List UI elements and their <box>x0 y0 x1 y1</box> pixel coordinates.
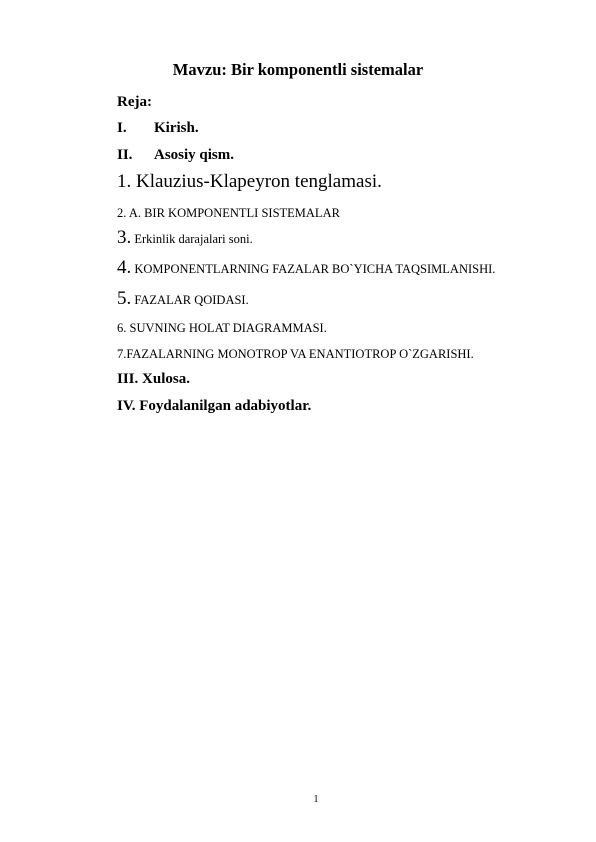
section-numeral: III. <box>117 371 139 387</box>
section-text: Xulosa. <box>142 371 190 387</box>
list-item <box>117 318 327 338</box>
item-text: SUVNING HOLAT DIAGRAMMASI. <box>129 321 327 335</box>
item-number: 5. <box>117 288 132 309</box>
section-conclusion <box>117 369 190 389</box>
list-item <box>117 203 340 223</box>
item-text: Klauzius-Klapeyron tenglamasi. <box>136 171 382 192</box>
section-numeral: IV. <box>117 398 136 414</box>
list-item <box>117 344 474 364</box>
section-numeral: I. <box>117 120 127 136</box>
item-text: FAZALAR QOIDASI. <box>134 293 249 307</box>
list-item <box>117 228 253 249</box>
list-item <box>117 258 495 279</box>
item-number: 1. <box>117 171 132 192</box>
section-main <box>117 145 234 165</box>
document-title: Mavzu: Bir komponentli sistemalar <box>172 60 424 79</box>
item-number: 6. <box>117 321 127 335</box>
plan-label: Reja: <box>117 94 152 110</box>
section-text: Kirish. <box>154 120 199 136</box>
section-text: Asosiy qism. <box>154 147 235 163</box>
list-item <box>117 172 382 192</box>
item-number: 2. <box>117 206 127 220</box>
item-text: KOMPONENTLARNING FAZALAR BO`YICHA TAQSIMLANISHI. <box>134 262 496 276</box>
item-number: 7. <box>117 347 127 361</box>
list-item <box>117 289 249 310</box>
item-text: A. BIR KOMPONENTLI SISTEMALAR <box>128 206 340 220</box>
section-intro <box>117 118 199 138</box>
section-text: Foydalanilgan adabiyotlar. <box>139 398 312 414</box>
item-number: 4. <box>117 257 132 278</box>
section-numeral: II. <box>117 147 133 163</box>
item-number: 3. <box>117 227 132 248</box>
item-text: Erkinlik darajalari soni. <box>134 232 253 246</box>
section-references <box>117 396 311 416</box>
page-number: 1 <box>313 794 319 805</box>
item-text: FAZALARNING MONOTROP VA ENANTIOTROP O`ZGARISHI. <box>126 347 474 361</box>
